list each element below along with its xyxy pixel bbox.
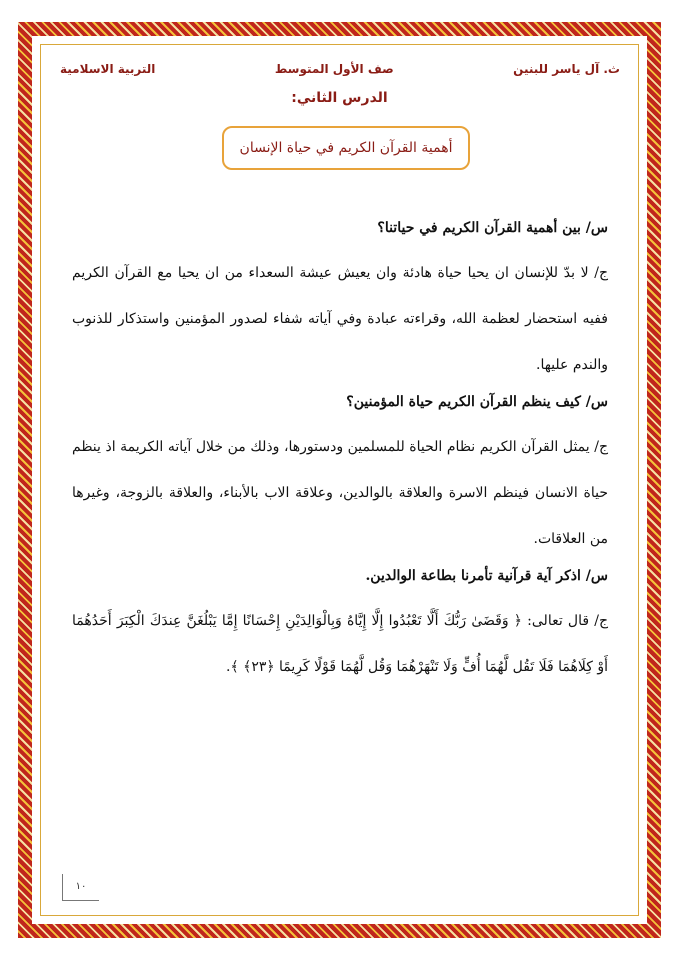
header-grade: صف الأول المتوسط (274, 62, 394, 76)
lesson-title: أهمية القرآن الكريم في حياة الإنسان (239, 140, 453, 156)
lesson-title-box (222, 126, 470, 170)
answer-3: ج/ قال تعالى: ﴿ وَقَضَىٰ رَبُّكَ أَلَّا تَعْبُدُوا إِلَّا إِيَّاهُ وَبِالْوَالِدَيْنِ إِحْسَانًا إِمَّا يَبْلُغَنَّ عِندَكَ الْكِبَرَ أَحَدُهُمَا أَوْ كِلَاهُمَا فَلَا تَقُل لَّهُمَا أُفٍّ وَلَا تَنْهَرْهُمَا وَقُل لَّهُمَا قَوْلًا كَرِيمًا ﴿٢٣﴾ ﴾. (72, 613, 608, 675)
question-3: س/ اذكر آية قرآنية تأمرنا بطاعة الوالدين. (365, 568, 608, 584)
page-number: ١٠ (62, 874, 99, 901)
page-header (60, 62, 620, 76)
question-2: س/ كيف ينظم القرآن الكريم حياة المؤمنين؟ (346, 394, 608, 410)
lesson-content (72, 220, 608, 696)
answer-1: ج/ لا بدّ للإنسان ان يحيا حياة هادئة وان يعيش عيشة السعداء من ان يحيا مع القرآن الكريم ففيه استحضار لعظمة الله، وقراءته عبادة وفي آياته شفاء لصدور المؤمنين واستذكار للذنوب والندم عليها. (72, 265, 608, 373)
header-subject: التربية الاسلامية (60, 62, 156, 76)
question-1: س/ بين أهمية القرآن الكريم في حياتنا؟ (377, 220, 608, 236)
lesson-label: الدرس الثاني: (291, 90, 388, 106)
answer-2: ج/ يمثل القرآن الكريم نظام الحياة للمسلمين ودستورها، وذلك من خلال آياته الكريمة اذ ينظم حياة الانسان فينظم الاسرة والعلاقة بالوالدين، وعلاقة الاب بالأبناء، والعلاقة بالزوجة، وغيرها من العلاقات. (72, 439, 608, 547)
header-teacher: ث. آل ياسر للبنين (513, 62, 620, 76)
